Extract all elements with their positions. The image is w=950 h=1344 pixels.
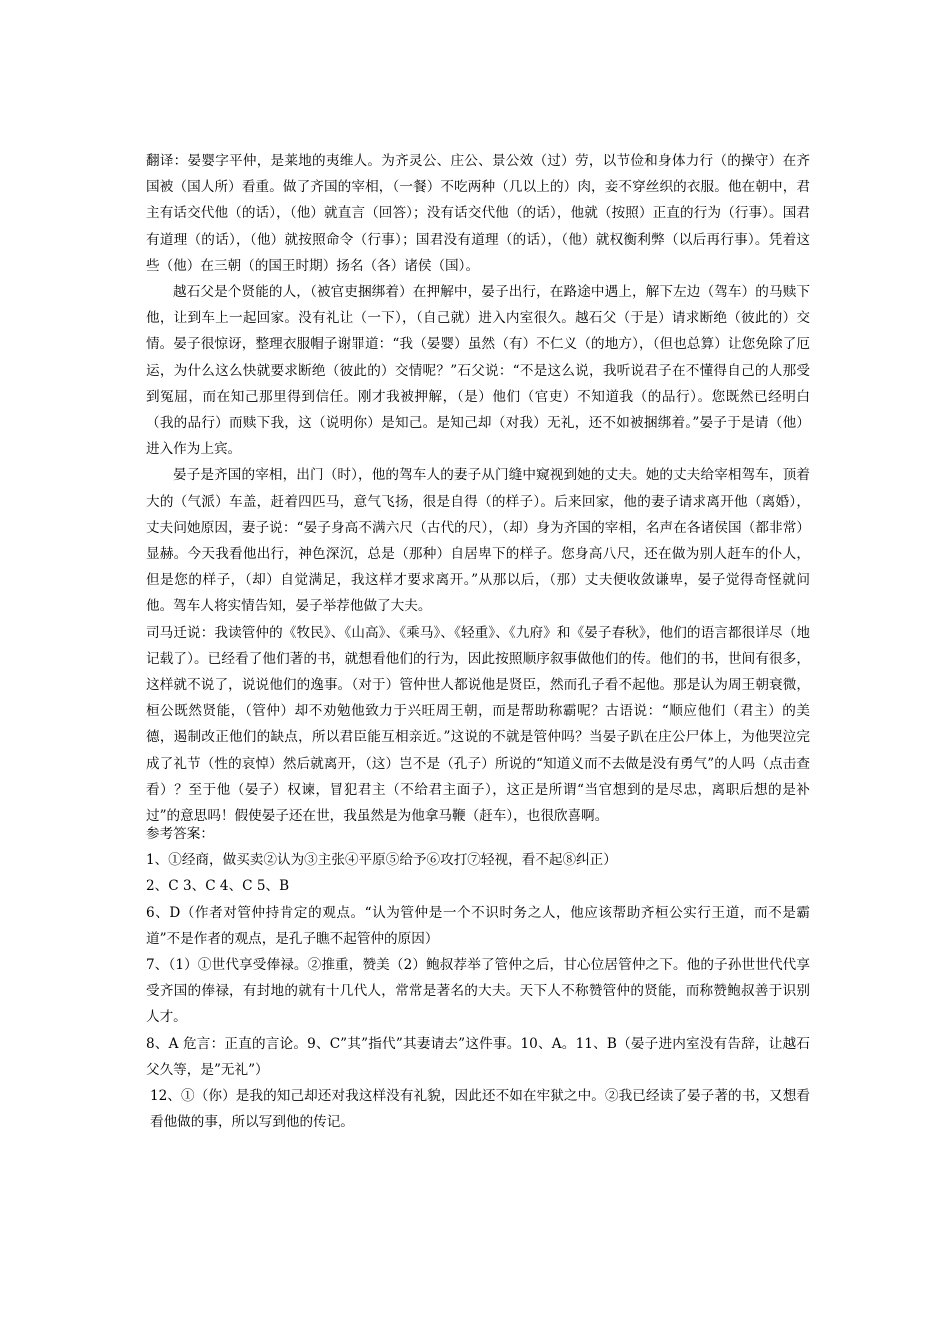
translation-paragraph-3: 晏子是齐国的宰相，出门（时），他的驾车人的妻子从门缝中窥视到她的丈夫。她的丈夫给宰相驾车，顶着大的（气派）车盖，赶着四匹马，意气飞扬，很是自得（的样子）。后来回家，他的妻子请求离开他（离婚），丈夫问她原因，妻子说：“晏子身高不满六尺（古代的尺），（却）身为齐国的宰相，名声在各诸侯国（都非常）显赫。今天我看他出行，神色深沉，总是（那种）自居卑下的样子。您身高八尺，还在做为别人赶车的仆人，但是您的样子，（却）自觉满足，我这样才要求离开。”从那以后，（那）丈夫便收敛谦卑，晏子觉得奇怪就问他。驾车人将实情告知，晏子举荐他做了大夫。 [146,467,810,615]
answer-item-6: 6、D（作者对管仲持肯定的观点。“认为管仲是一个不识时务之人，他应该帮助齐桓公实行王道，而不是霸道”不是作者的观点，是孔子瞧不起管仲的原因） [146,904,810,947]
answer-item-7: 7、（1）①世代享受俸禄。②推重，赞美（2）鲍叔荐举了管仲之后，甘心位居管仲之下。他的子孙世世代代享受齐国的俸禄，有封地的就有十几代人，常常是著名的大夫。天下人不称赞管仲的贤能，而称赞鲍叔善于识别人才。 [146,957,810,1026]
answer-item-12: 12、①（你）是我的知己却还对我这样没有礼貌，因此还不如在牢狱之中。②我已经读了晏子著的书，又想看看他做的事，所以写到他的传记。 [150,1088,810,1131]
translation-paragraph-1: 翻译：晏婴字平仲，是莱地的夷维人。为齐灵公、庄公、景公效（过）劳，以节俭和身体力行（的操守）在齐国被（国人所）看重。做了齐国的宰相，（一餐）不吃两种（几以上的）肉，妾不穿丝织的衣服。他在朝中，君主有话交代他（的话），（他）就直言（回答）；没有话交代他（的话），他就（按照）正直的行为（行事）。国君有道理（的话），（他）就按照命令（行事）；国君没有道理（的话），（他）就权衡利弊（以后再行事）。凭着这些（他）在三朝（的国王时期）扬名（各）诸侯（国）。 [146,153,810,274]
translation-paragraph-4: 司马迁说：我读管仲的《牧民》、《山高》、《乘马》、《轻重》、《九府》和《晏子春秋》，他们的语言都很详尽（地记载了）。已经看了他们著的书，就想看他们的行为，因此按照顺序叙事做他们的传。他们的书，世间有很多，这样就不说了，说说他们的逸事。（对于）管仲世人都说他是贤臣，然而孔子看不起他。那是认为周王朝衰微，桓公既然贤能，（管仲）却不劝勉他致力于兴旺周王朝，而是帮助称霸呢？古语说：“顺应他们（君主）的美德，遏制改正他们的缺点，所以君臣能互相亲近。”这说的不就是管仲吗？当晏子趴在庄公尸体上，为他哭泣完成了礼节（性的哀悼）然后就离开，（这）岂不是（孔子）所说的“知道义而不去做是没有勇气”的人吗（点击查看）？至于他（晏子）权谏，冒犯君主（不给君主面子），这正是所谓“当官想到的是尽忠，离职后想的是补过”的意思吗！假使晏子还在世，我虽然是为他拿马鞭（赶车），也很欣喜啊。 [146,624,810,825]
translation-section [146,148,810,829]
translation-paragraph-2: 越石父是个贤能的人，（被官吏捆绑着）在押解中，晏子出行，在路途中遇上，解下左边（驾车）的马赎下他，让到车上一起回家。没有礼让（一下），（自己就）进入内室很久。越石父（于是）请求断绝（彼此的）交情。晏子很惊讶，整理衣服帽子谢罪道：“我（晏婴）虽然（有）不仁义（的地方），（但也总算）让您免除了厄运，为什么这么快就要求断绝（彼此的）交情呢？”石父说：“不是这么说，我听说君子在不懂得自己的人那受到冤屈，而在知己那里得到信任。刚才我被押解，（是）他们（官吏）不知道我（的品行）。您既然已经明白（我的品行）而赎下我，这（说明你）是知己。是知己却（对我）无礼，还不如被捆绑着。”晏子于是请（他）进入作为上宾。 [146,284,810,458]
answer-item-8-11: 8、A 危言：正直的言论。9、C”其”指代”其妻请去”这件事。10、A。11、B（晏子进内室没有告辞，让越石父久等，是”无礼”） [146,1035,810,1078]
answer-item-1: 1、①经商，做买卖②认为③主张④平原⑤给予⑥攻打⑦轻视，看不起⑧纠正） [146,852,617,869]
answers-section [146,821,810,1135]
answers-heading: 参考答案： [146,826,214,842]
answer-item-2: 2、C 3、C 4、C 5、B [146,878,290,895]
